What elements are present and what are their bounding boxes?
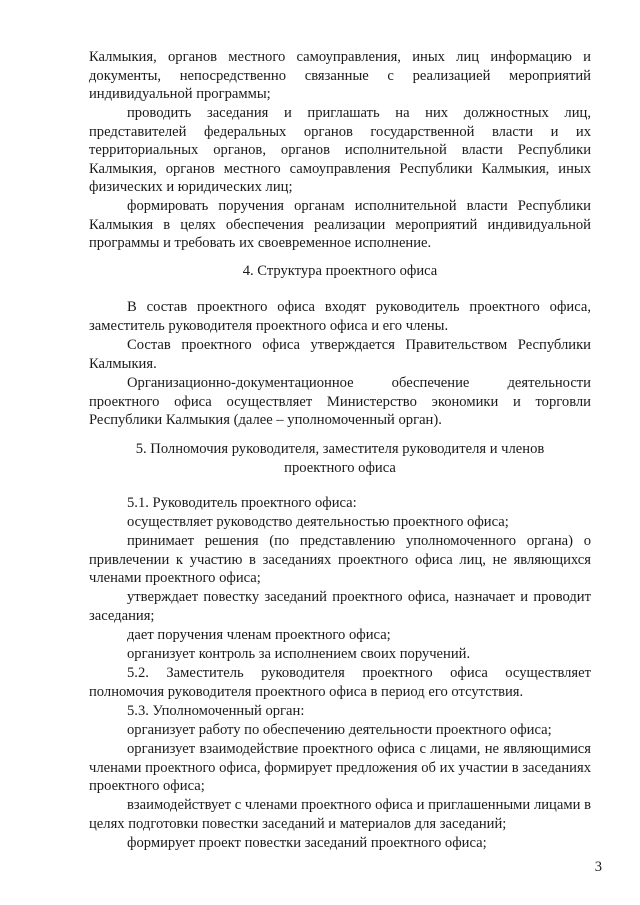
section-5-paragraph: 5.2. Заместитель руководителя проектного офиса осуществляет полномочия руководителя проектного офиса в период его отсутствия. (89, 665, 591, 700)
section-5-paragraph: утверждает повестку заседаний проектного офиса, назначает и проводит заседания; (89, 589, 591, 624)
paragraph-continuation: Калмыкия, органов местного самоуправления, иных лиц информацию и документы, непосредственно связанные с реализацией мероприятий индивидуальной программы; (89, 49, 591, 103)
section-4-paragraph: Организационно-документационное обеспечение деятельности проектного офиса осуществляет Министерство экономики и торговли Республики Калмыкия (далее – уполномоченный орган). (89, 375, 591, 429)
section-5-paragraph: 5.3. Уполномоченный орган: (127, 703, 305, 719)
section-5-paragraph: 5.1. Руководитель проектного офиса: (127, 495, 357, 511)
section-5-paragraph: взаимодействует с членами проектного офиса и приглашенными лицами в целях подготовки повестки заседаний и материалов для заседаний; (89, 797, 591, 832)
section-5-heading-line1: 5. Полномочия руководителя, заместителя руководителя и членов (135, 441, 545, 457)
section-5-paragraph: осуществляет руководство деятельностью проектного офиса; (127, 514, 509, 530)
page-number: 3 (594, 859, 602, 875)
section-4-paragraph: Состав проектного офиса утверждается Правительством Республики Калмыкия. (89, 337, 591, 372)
section-5-paragraph: организует контроль за исполнением своих поручений. (127, 646, 471, 662)
section-5-paragraph: дает поручения членам проектного офиса; (127, 627, 391, 643)
section-5-paragraph: формирует проект повестки заседаний проектного офиса; (127, 835, 487, 851)
paragraph-conduct-meetings: проводить заседания и приглашать на них должностных лиц, представителей федеральных органов государственной власти и их территориальных органов, органов исполнительной власти Республики Калмыкия, органов местного самоуправления Республики Калмыкия, иных физических и юридических лиц; (89, 105, 591, 196)
section-4-heading: 4. Структура проектного офиса (242, 263, 438, 279)
paragraph-form-instructions: формировать поручения органам исполнительной власти Республики Калмыкия в целях обеспечения реализации мероприятий индивидуальной программы и требовать их своевременное исполнение. (89, 198, 591, 252)
section-5-heading-line2: проектного офиса (284, 460, 396, 476)
section-4-paragraph: В состав проектного офиса входят руководитель проектного офиса, заместитель руководителя проектного офиса и его члены. (89, 299, 591, 334)
section-5-paragraph: организует взаимодействие проектного офиса с лицами, не являющимися членами проектного офиса, формирует предложения об их участии в заседаниях проектного офиса; (89, 741, 591, 795)
section-5-paragraph: организует работу по обеспечению деятельности проектного офиса; (127, 722, 552, 738)
section-5-paragraph: принимает решения (по представлению уполномоченного органа) о привлечении к участию в заседаниях проектного офиса лиц, не являющихся членами проектного офиса; (89, 533, 591, 587)
